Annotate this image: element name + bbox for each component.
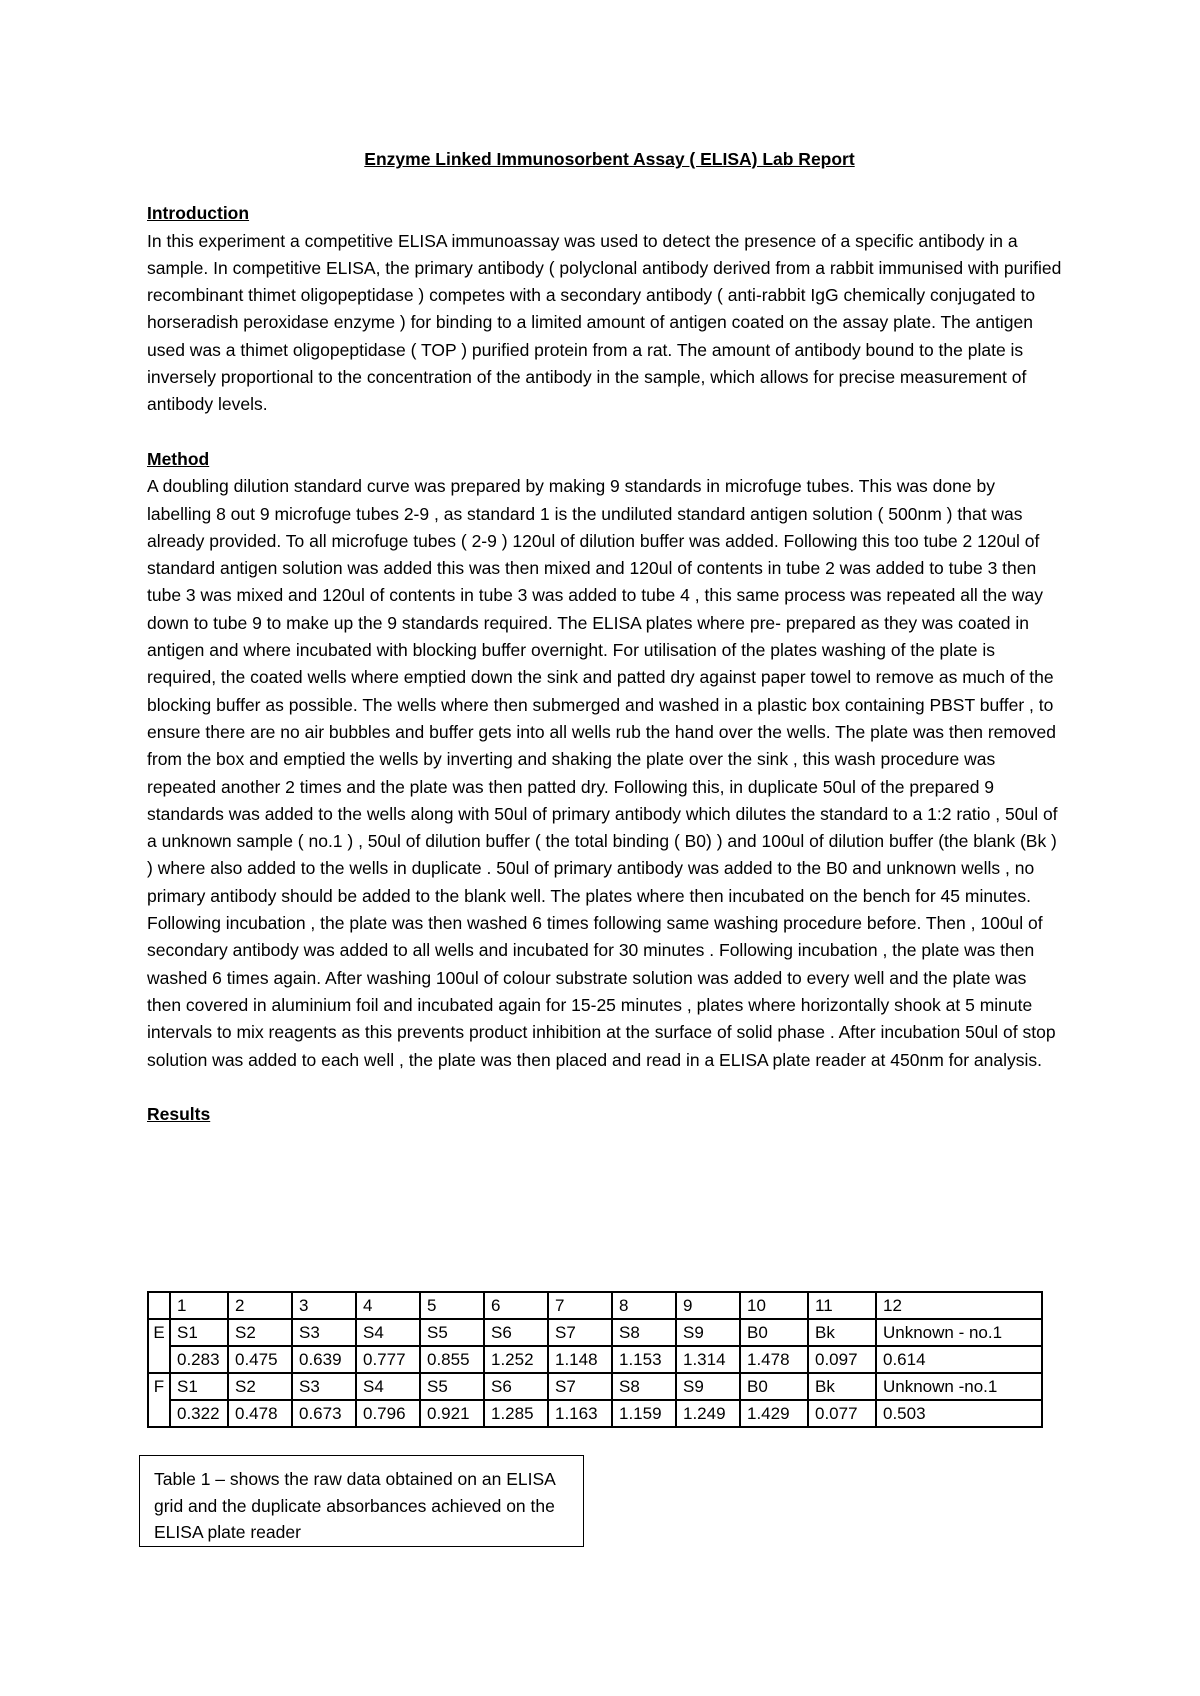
- sample-cell: Unknown - no.1: [876, 1319, 1042, 1346]
- column-header: 5: [420, 1292, 484, 1319]
- sample-cell: S3: [292, 1373, 356, 1400]
- sample-cell: S3: [292, 1319, 356, 1346]
- table-header-row: [148, 1292, 1042, 1319]
- absorbance-cell: 1.148: [548, 1346, 612, 1373]
- absorbance-cell: 0.322: [170, 1400, 228, 1427]
- results-heading: Results: [147, 1104, 211, 1125]
- absorbance-cell: 0.475: [228, 1346, 292, 1373]
- absorbance-cell: 0.796: [356, 1400, 420, 1427]
- elisa-results-table: [147, 1291, 1043, 1428]
- column-header: 4: [356, 1292, 420, 1319]
- sample-cell: S7: [548, 1373, 612, 1400]
- column-header: 12: [876, 1292, 1042, 1319]
- sample-cell: Bk: [808, 1319, 876, 1346]
- sample-cell: S1: [170, 1373, 228, 1400]
- sample-cell: S4: [356, 1373, 420, 1400]
- absorbance-cell: 0.503: [876, 1400, 1042, 1427]
- absorbance-cell: 0.097: [808, 1346, 876, 1373]
- sample-cell: S5: [420, 1319, 484, 1346]
- absorbance-cell: 1.285: [484, 1400, 548, 1427]
- absorbance-cell: 1.252: [484, 1346, 548, 1373]
- absorbance-cell: 1.159: [612, 1400, 676, 1427]
- absorbance-cell: 0.921: [420, 1400, 484, 1427]
- absorbance-cell: 0.478: [228, 1400, 292, 1427]
- absorbance-cell: 0.283: [170, 1346, 228, 1373]
- absorbance-cell: 1.249: [676, 1400, 740, 1427]
- absorbance-cell: 1.478: [740, 1346, 808, 1373]
- paragraph-spacer: [147, 1074, 1062, 1101]
- absorbance-cell: 1.429: [740, 1400, 808, 1427]
- table-caption: Table 1 – shows the raw data obtained on an ELISA grid and the duplicate absorbances achieved on the ELISA plate reader: [139, 1455, 584, 1547]
- sample-cell: S2: [228, 1373, 292, 1400]
- column-header: 10: [740, 1292, 808, 1319]
- sample-cell: S8: [612, 1373, 676, 1400]
- introduction-text: In this experiment a competitive ELISA immunoassay was used to detect the presence of a specific antibody in a sample. In competitive ELISA, the primary antibody ( polyclonal antibody derived from a rabbit immunised with purified recombinant thimet oligopeptidase ) competes with a secondary antibody ( anti-rabbit IgG chemically conjugated to horseradish peroxidase enzyme ) for binding to a limited amount of antigen coated on the assay plate. The antigen used was a thimet oligopeptidase ( TOP ) purified protein from a rat. The amount of antibody bound to the plate is inversely proportional to the concentration of the antibody in the sample, which allows for precise measurement of antibody levels.: [147, 230, 1062, 415]
- method-heading: Method: [147, 448, 210, 469]
- sample-cell: B0: [740, 1373, 808, 1400]
- table-row-e-samples: [148, 1319, 1042, 1346]
- absorbance-cell: 0.855: [420, 1346, 484, 1373]
- column-header: 9: [676, 1292, 740, 1319]
- document-title: Enzyme Linked Immunosorbent Assay ( ELISA) Lab Report: [364, 149, 855, 169]
- sample-cell: S8: [612, 1319, 676, 1346]
- sample-cell: S1: [170, 1319, 228, 1346]
- sample-cell: S6: [484, 1373, 548, 1400]
- sample-cell: S2: [228, 1319, 292, 1346]
- row-label-f: F: [148, 1373, 170, 1400]
- absorbance-cell: 0.077: [808, 1400, 876, 1427]
- column-header: 6: [484, 1292, 548, 1319]
- table-row-f-samples: [148, 1373, 1042, 1400]
- sample-cell: S9: [676, 1319, 740, 1346]
- column-header: 11: [808, 1292, 876, 1319]
- column-header: 7: [548, 1292, 612, 1319]
- absorbance-cell: 0.777: [356, 1346, 420, 1373]
- sample-cell: Unknown -no.1: [876, 1373, 1042, 1400]
- row-label-e: E: [148, 1319, 170, 1346]
- sample-cell: S4: [356, 1319, 420, 1346]
- absorbance-cell: 1.163: [548, 1400, 612, 1427]
- column-header: 2: [228, 1292, 292, 1319]
- paragraph-spacer: [147, 419, 1062, 446]
- table-row-f-absorbances: [148, 1400, 1042, 1427]
- column-header: 3: [292, 1292, 356, 1319]
- absorbance-cell: 0.639: [292, 1346, 356, 1373]
- absorbance-cell: 1.314: [676, 1346, 740, 1373]
- column-header: 8: [612, 1292, 676, 1319]
- sample-cell: B0: [740, 1319, 808, 1346]
- absorbance-cell: 0.614: [876, 1346, 1042, 1373]
- document-body: [147, 146, 1062, 1128]
- sample-cell: S9: [676, 1373, 740, 1400]
- method-text: A doubling dilution standard curve was prepared by making 9 standards in microfuge tubes. This was done by labelling 8 out 9 microfuge tubes 2-9 , as standard 1 is the undiluted standard antigen solution ( 500nm ) that was already provided. To all microfuge tubes ( 2-9 ) 120ul of dilution buffer was added. Following this too tube 2 120ul of standard antigen solution was added this was then mixed and 120ul of contents in tube 2 was added to tube 3 then tube 3 was mixed and 120ul of contents in tube 3 was added to tube 4 , this same process was repeated all the way down to tube 9 to make up the 9 standards required. The ELISA plates where pre- prepared as they was coated in antigen and where incubated with blocking buffer overnight. For utilisation of the plates washing of the plate is required, the coated wells where emptied down the sink and patted dry against paper towel to remove as much of the blocking buffer as possible. The wells where then submerged and washed in a plastic box containing PBST buffer , to ensure there are no air bubbles and buffer gets into all wells rub the hand over the wells. The plate was then removed from the box and emptied the wells by inverting and shaking the plate over the sink , this wash procedure was repeated another 2 times and the plate was then patted dry. Following this, in duplicate 50ul of the prepared 9 standards was added to the wells along with 50ul of primary antibody which dilutes the standard to a 1:2 ratio , 50ul of a unknown sample ( no.1 ) , 50ul of dilution buffer ( the total binding ( B0) ) and 100ul of dilution buffer (the blank (Bk ) ) where also added to the wells in duplicate . 50ul of primary antibody was added to the B0 and unknown wells , no primary antibody should be added to the blank well. The plates where then incubated on the bench for 45 minutes. Following incubation , the plate was then washed 6 times following same washing procedure before. Then , 100ul of secondary antibody was added to all wells and incubated for 30 minutes . Following incubation , the plate was then washed 6 times again. After washing 100ul of colour substrate solution was added to every well and the plate was then covered in aluminium foil and incubated again for 15-25 minutes , plates where horizontally shook at 5 minute intervals to mix reagents as this prevents product inhibition at the surface of solid phase . After incubation 50ul of stop solution was added to each well , the plate was then placed and read in a ELISA plate reader at 450nm for analysis.: [147, 476, 1058, 1070]
- absorbance-cell: 1.153: [612, 1346, 676, 1373]
- column-header: 1: [170, 1292, 228, 1319]
- table-row-e-absorbances: [148, 1346, 1042, 1373]
- sample-cell: S6: [484, 1319, 548, 1346]
- row-label-spacer: [148, 1400, 170, 1427]
- sample-cell: Bk: [808, 1373, 876, 1400]
- introduction-heading: Introduction: [147, 203, 250, 224]
- sample-cell: S7: [548, 1319, 612, 1346]
- sample-cell: S5: [420, 1373, 484, 1400]
- table-corner-cell: [148, 1292, 170, 1319]
- absorbance-cell: 0.673: [292, 1400, 356, 1427]
- row-label-spacer: [148, 1346, 170, 1373]
